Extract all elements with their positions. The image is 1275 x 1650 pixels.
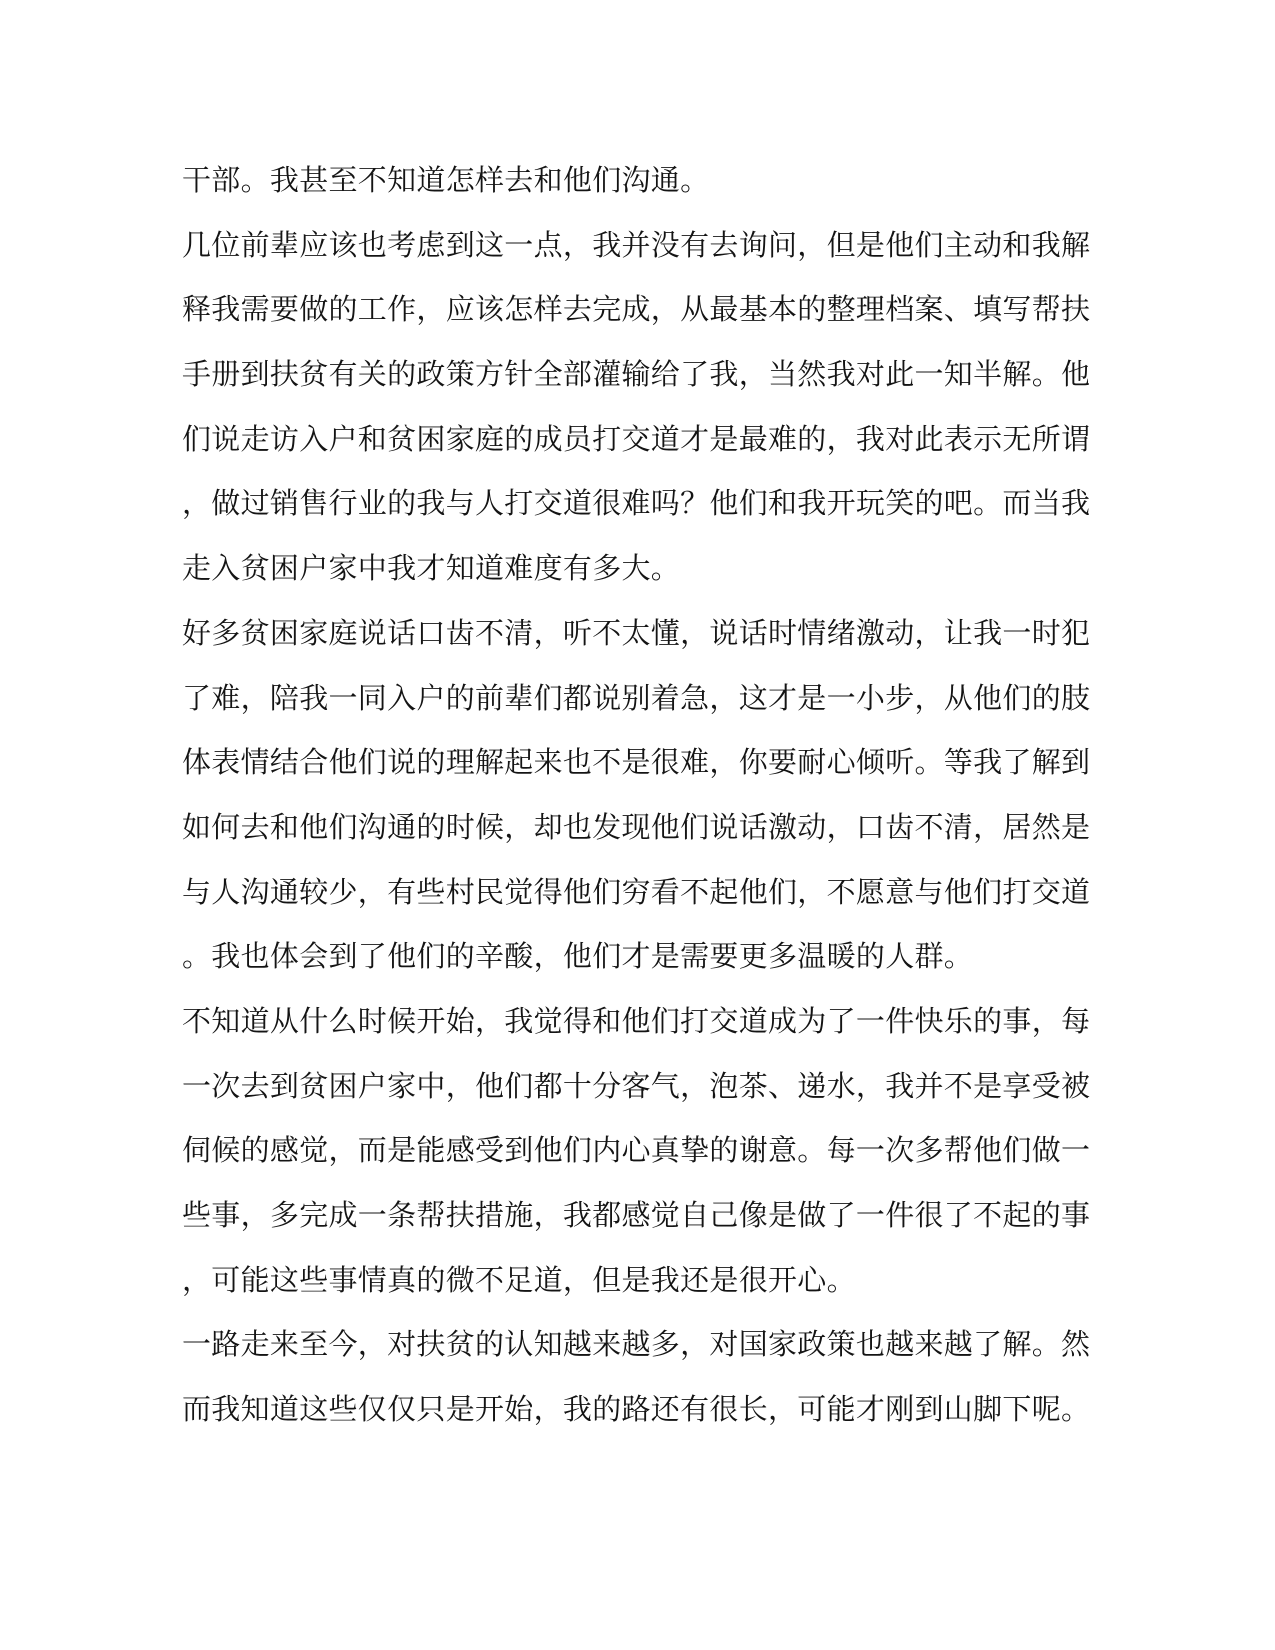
text-line: 好多贫困家庭说话口齿不清，听不太懂，说话时情绪激动，让我一时犯 [182,615,1091,650]
text-line: 体表情结合他们说的理解起来也不是很难，你要耐心倾听。等我了解到 [182,745,1091,780]
text-line: 与人沟通较少，有些村民觉得他们穷看不起他们，不愿意与他们打交道 [182,874,1091,909]
text-line: ，做过销售行业的我与人打交道很难吗？他们和我开玩笑的吧。而当我 [182,486,1091,521]
text-line: 如何去和他们沟通的时候，却也发现他们说话激动，口齿不清，居然是 [182,809,1091,844]
text-line: 干部。我甚至不知道怎样去和他们沟通。 [182,163,710,197]
text-line: 几位前辈应该也考虑到这一点，我并没有去询问，但是他们主动和我解 [182,227,1091,262]
text-line: 。我也体会到了他们的辛酸，他们才是需要更多温暖的人群。 [182,939,974,974]
text-line: 些事，多完成一条帮扶措施，我都感觉自己像是做了一件很了不起的事 [182,1198,1091,1232]
text-line: 了难，陪我一同入户的前辈们都说别着急，这才是一小步，从他们的肢 [182,680,1091,715]
text-line: 一次去到贫困户家中，他们都十分客气，泡茶、递水，我并不是享受被 [182,1068,1091,1103]
text-line: 而我知道这些仅仅只是开始，我的路还有很长，可能才刚到山脚下呢。 [182,1392,1091,1427]
text-line: 手册到扶贫有关的政策方针全部灌输给了我，当然我对此一知半解。他 [182,357,1091,392]
text-line: 走入贫困户家中我才知道难度有多大。 [182,551,681,586]
text-line: 释我需要做的工作，应该怎样去完成，从最基本的整理档案、填写帮扶 [182,292,1091,327]
text-line: 一路走来至今，对扶贫的认知越来越多，对国家政策也越来越了解。然 [182,1327,1091,1362]
text-line: ，可能这些事情真的微不足道，但是我还是很开心。 [182,1262,856,1297]
body-text [182,148,1102,1442]
text-line: 们说走访入户和贫困家庭的成员打交道才是最难的，我对此表示无所谓 [182,421,1091,456]
text-line: 不知道从什么时候开始，我觉得和他们打交道成为了一件快乐的事，每 [182,1003,1091,1038]
text-line: 伺候的感觉，而是能感受到他们内心真挚的谢意。每一次多帮他们做一 [182,1133,1091,1168]
